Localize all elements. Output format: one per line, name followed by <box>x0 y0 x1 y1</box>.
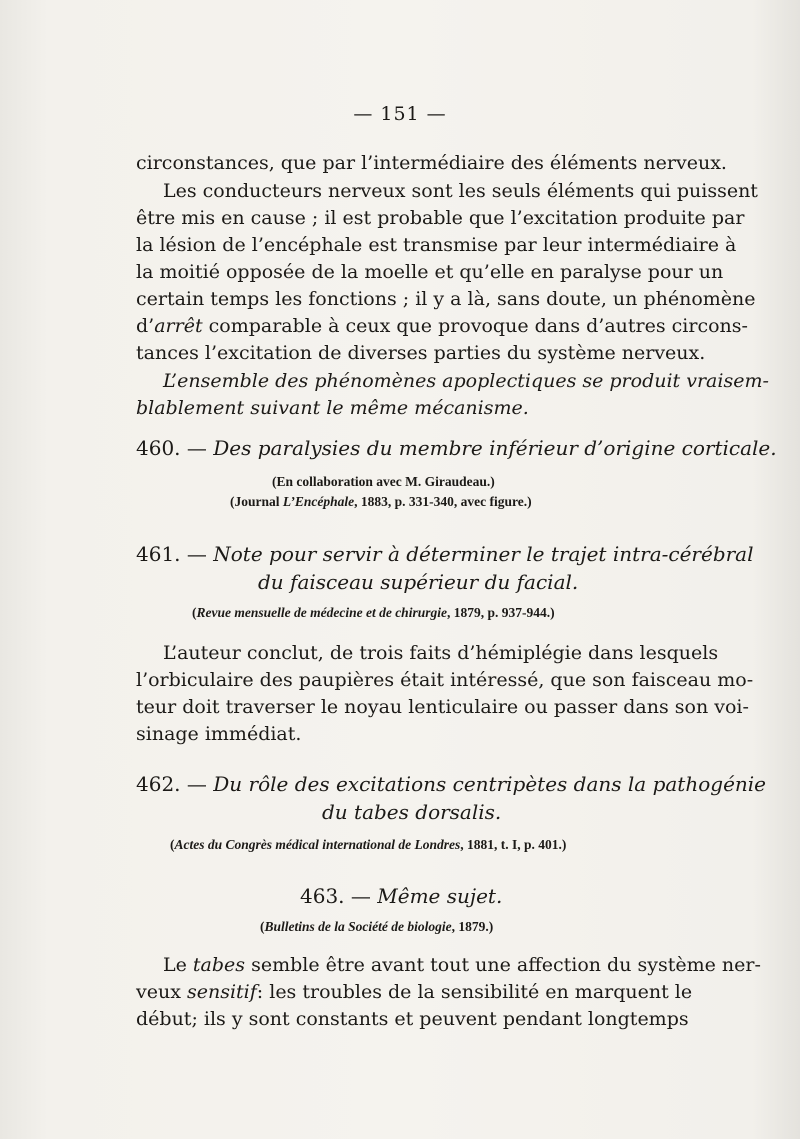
text-run: semble être avant tout une affection du système ner- <box>245 954 761 976</box>
ref-text: ( <box>170 837 175 852</box>
paragraph-line <box>163 954 761 976</box>
entry-462-reference <box>170 837 566 853</box>
text-run: d’ <box>136 315 155 337</box>
entry-462-heading <box>136 772 766 796</box>
ref-text: , 1879.) <box>451 919 494 934</box>
entry-number: 462. — <box>136 772 214 796</box>
paragraph-line: teur doit traverser le noyau lenticulaire ou passer dans son voi- <box>136 696 749 718</box>
paragraph-line: l’orbiculaire des paupières était intéressé, que son faisceau mo- <box>136 669 754 691</box>
italic-term: arrêt <box>154 315 203 337</box>
paragraph-line <box>136 315 748 337</box>
ref-text: , 1883, p. 331-340, avec figure.) <box>354 494 532 509</box>
entry-462-title-cont: du tabes dorsalis. <box>322 800 502 824</box>
paragraph-line: la moitié opposée de la moelle et qu’elle en paralyse pour un <box>136 261 724 283</box>
page-number: — 151 — <box>353 103 447 125</box>
entry-460-reference <box>230 494 532 510</box>
ref-journal: Revue mensuelle de médecine et de chirurgie <box>196 605 447 620</box>
entry-461-heading <box>136 542 754 566</box>
entry-number: 461. — <box>136 542 214 566</box>
ref-journal: Bulletins de la Société de biologie <box>264 919 452 934</box>
entry-number: 463. — <box>300 884 378 908</box>
text-run: Le <box>163 954 193 976</box>
entry-460-heading <box>136 436 777 460</box>
paragraph-line <box>136 981 693 1003</box>
entry-461-reference <box>192 605 555 621</box>
paragraph-line: tances l’excitation de diverses parties du système nerveux. <box>136 342 706 364</box>
text-run: comparable à ceux que provoque dans d’autres circons- <box>202 315 748 337</box>
paragraph-line: la lésion de l’encéphale est transmise par leur intermédiaire à <box>136 234 737 256</box>
paragraph-line: Les conducteurs nerveux sont les seuls éléments qui puissent <box>163 180 758 202</box>
paragraph-line: être mis en cause ; il est probable que l’excitation produite par <box>136 207 745 229</box>
entry-460-collab: (En collaboration avec M. Giraudeau.) <box>272 474 495 489</box>
paragraph-line: début; ils y sont constants et peuvent pendant longtemps <box>136 1008 689 1030</box>
italic-term: tabes <box>192 954 246 976</box>
entry-463-reference <box>260 919 493 935</box>
ref-text: (Journal <box>230 494 283 509</box>
entry-title: Des paralysies du membre inférieur d’origine corticale. <box>213 436 777 460</box>
ref-text: ( <box>192 605 197 620</box>
entry-title: Même sujet. <box>377 884 503 908</box>
paragraph-line-italic: L’ensemble des phénomènes apoplectiques se produit vraisem- <box>163 370 769 392</box>
ref-journal: L’Encéphale <box>282 494 355 509</box>
entry-463-heading <box>300 884 502 908</box>
paragraph-line: certain temps les fonctions ; il y a là, sans doute, un phénomène <box>136 288 756 310</box>
ref-text: , 1881, t. I, p. 401.) <box>460 837 567 852</box>
ref-text: , 1879, p. 937-944.) <box>446 605 555 620</box>
text-run: : les troubles de la sensibilité en marquent le <box>256 981 693 1003</box>
italic-term: sensitif <box>186 981 257 1003</box>
paragraph-line: circonstances, que par l’intermédiaire des éléments nerveux. <box>136 152 727 174</box>
ref-journal: Actes du Congrès médical international de Londres <box>174 837 461 852</box>
entry-title: Note pour servir à déterminer le trajet intra-cérébral <box>213 542 754 566</box>
paragraph-line-italic: blablement suivant le même mécanisme. <box>136 397 529 419</box>
entry-number: 460. — <box>136 436 214 460</box>
paragraph-line: L’auteur conclut, de trois faits d’hémiplégie dans lesquels <box>163 642 719 664</box>
paragraph-line: sinage immédiat. <box>136 723 302 745</box>
ref-text: ( <box>260 919 265 934</box>
text-run: veux <box>136 981 187 1003</box>
entry-461-title-cont: du faisceau supérieur du facial. <box>258 570 579 594</box>
entry-title: Du rôle des excitations centripètes dans la pathogénie <box>213 772 767 796</box>
